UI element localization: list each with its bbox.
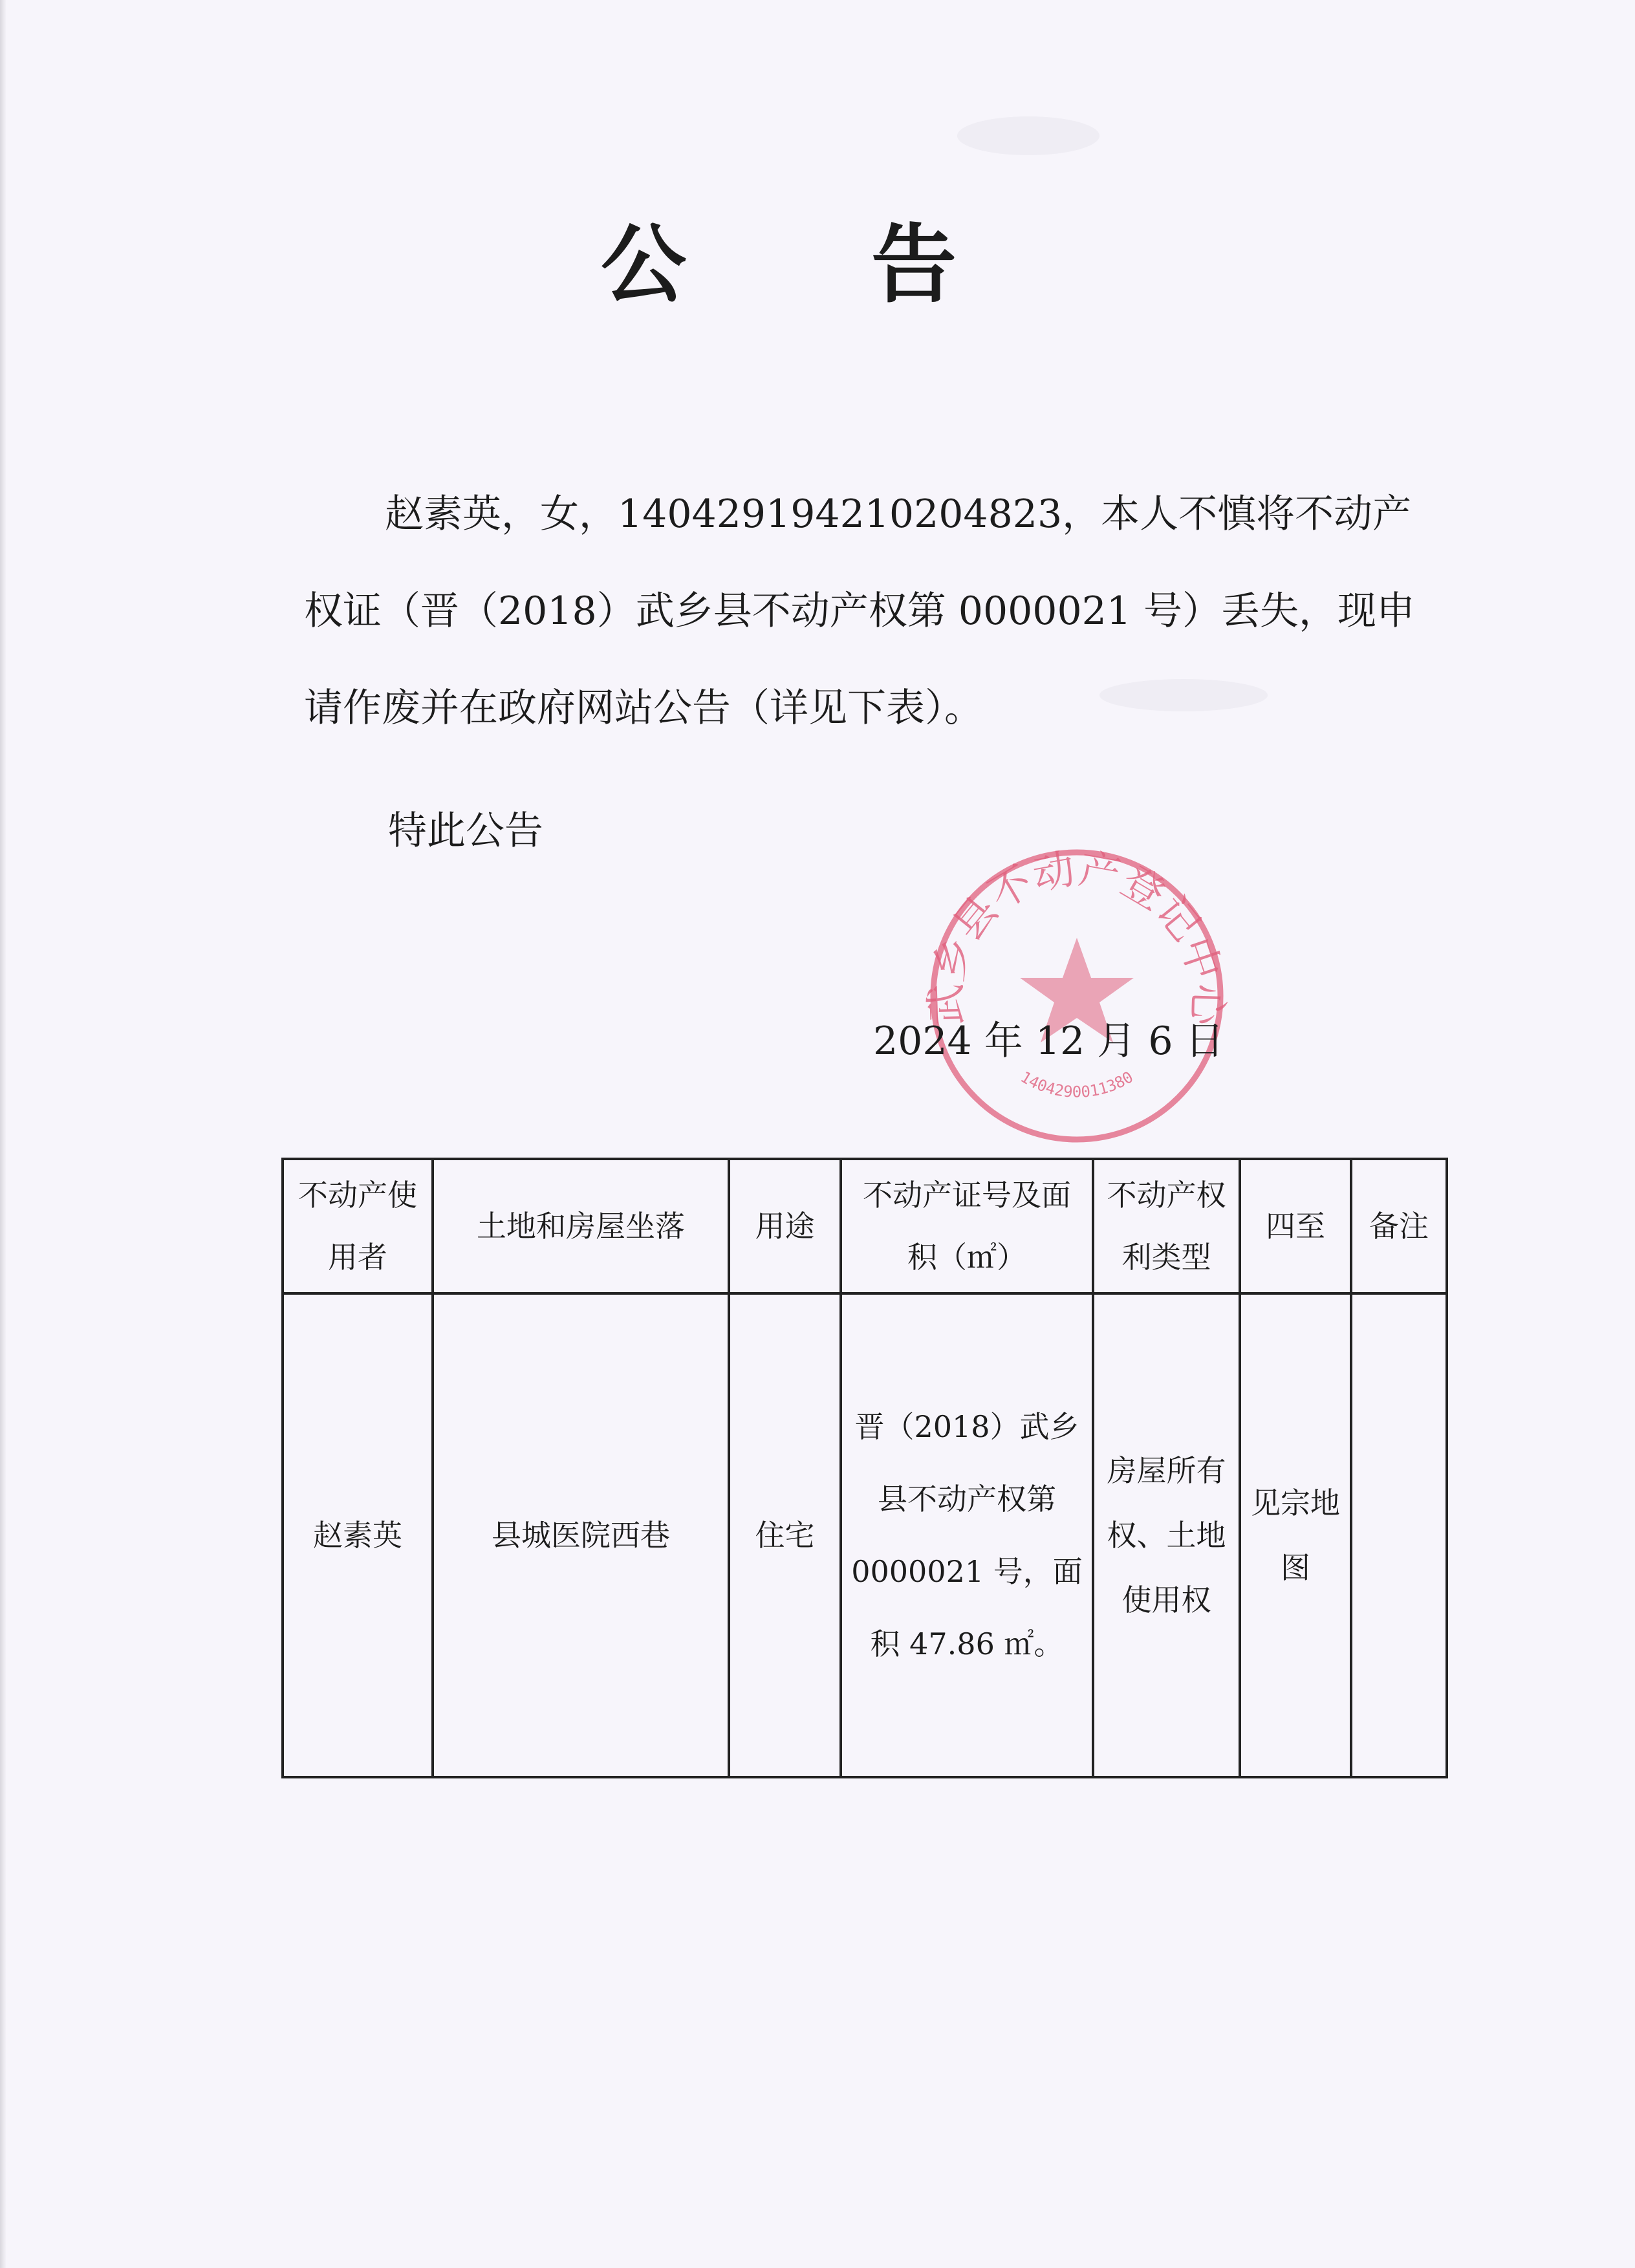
cell-remarks xyxy=(1351,1293,1447,1777)
property-info-table xyxy=(281,1158,1448,1778)
cell-boundaries: 见宗地图 xyxy=(1240,1293,1351,1777)
seal-arc-text: 武乡县不动产登记中心 xyxy=(922,845,1231,1026)
header-cert: 不动产证号及面积（㎡） xyxy=(841,1159,1093,1293)
table-row xyxy=(283,1293,1447,1777)
cell-location: 县城医院西巷 xyxy=(433,1293,729,1777)
official-seal xyxy=(922,841,1232,1151)
header-location: 土地和房屋坐落 xyxy=(433,1159,729,1293)
paper-smudge xyxy=(957,116,1099,155)
header-purpose: 用途 xyxy=(729,1159,841,1293)
page-title: 公 告 xyxy=(601,215,1034,315)
table-header-row xyxy=(283,1159,1447,1293)
cell-user: 赵素英 xyxy=(283,1293,433,1777)
cell-cert: 晋（2018）武乡县不动产权第 0000021 号，面积 47.86 ㎡。 xyxy=(841,1293,1093,1777)
header-right-type: 不动产权利类型 xyxy=(1093,1159,1240,1293)
header-boundaries: 四至 xyxy=(1240,1159,1351,1293)
header-user: 不动产使用者 xyxy=(283,1159,433,1293)
header-remarks: 备注 xyxy=(1351,1159,1447,1293)
seal-code-text: 1404290011380 xyxy=(1017,1068,1136,1101)
page-edge-shadow xyxy=(0,0,6,2268)
cell-purpose: 住宅 xyxy=(729,1293,841,1777)
closing-line: 特此公告 xyxy=(388,808,543,854)
cell-right-type: 房屋所有权、土地使用权 xyxy=(1093,1293,1240,1777)
announcement-date: 2024 年 12 月 6 日 xyxy=(873,1019,1224,1064)
announcement-body: 赵素英，女，140429194210204823，本人不慎将不动产权证（晋（2018）武乡县不动产权第 0000021 号）丢失，现申请作废并在政府网站公告（详见下表）。 xyxy=(304,491,1416,731)
